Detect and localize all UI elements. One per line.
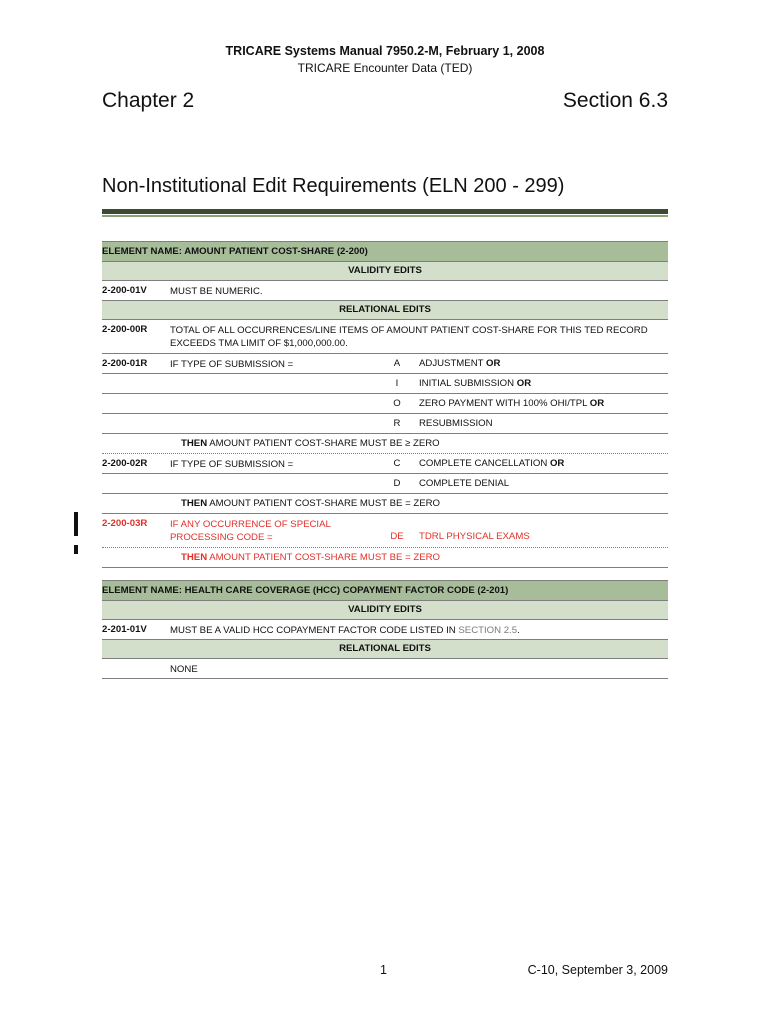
relational-edits-header: RELATIONAL EDITS: [102, 640, 668, 659]
edit-id: 2-200-01R: [102, 358, 148, 369]
edit-row: [102, 454, 668, 474]
relational-edits-header: RELATIONAL EDITS: [102, 301, 668, 320]
change-bar: [74, 512, 78, 536]
submission-code: D: [393, 478, 401, 489]
submission-desc: ADJUSTMENT OR: [419, 358, 501, 369]
section-label: Section 6.3: [562, 89, 668, 112]
option-row: [102, 394, 668, 414]
submission-code: C: [393, 458, 401, 469]
title-rule-accent: [102, 215, 668, 217]
manual-subtitle: TRICARE Encounter Data (TED): [297, 61, 473, 75]
edit-row-changed: [102, 514, 668, 548]
edit-row: [102, 354, 668, 374]
then-row: [102, 434, 668, 454]
page-number: 1: [380, 963, 387, 977]
change-label: C-10, September 3, 2009: [527, 963, 668, 977]
element-name: ELEMENT NAME: HEALTH CARE COVERAGE (HCC) COPAYMENT FACTOR CODE (2-201): [102, 585, 509, 596]
special-processing-desc: TDRL PHYSICAL EXAMS: [419, 531, 530, 542]
page-title: Non-Institutional Edit Requirements (ELN 200 - 299): [102, 175, 565, 197]
option-row: [102, 474, 668, 494]
edit-row: [102, 320, 668, 354]
submission-desc: RESUBMISSION: [419, 418, 493, 429]
then-clause: THEN AMOUNT PATIENT COST-SHARE MUST BE ≥ ZERO: [181, 438, 440, 449]
validity-edits-header: VALIDITY EDITS: [102, 262, 668, 281]
option-row: [102, 414, 668, 434]
element-name: ELEMENT NAME: AMOUNT PATIENT COST-SHARE (2-200): [102, 246, 368, 257]
edit-id: 2-201-01V: [102, 624, 147, 635]
change-bar: [74, 545, 78, 554]
element-table-2-201: [102, 580, 668, 679]
edit-row: [102, 281, 668, 301]
section-link[interactable]: SECTION 2.5: [458, 625, 518, 636]
edit-text: IF TYPE OF SUBMISSION =: [170, 359, 294, 370]
edit-id: 2-200-01V: [102, 285, 147, 296]
submission-code: O: [393, 398, 401, 409]
submission-desc: COMPLETE DENIAL: [419, 478, 510, 489]
submission-desc: INITIAL SUBMISSION OR: [419, 378, 532, 389]
edit-row: [102, 620, 668, 640]
edit-id: 2-200-02R: [102, 458, 148, 469]
chapter-label: Chapter 2: [102, 89, 195, 112]
element-header: [102, 241, 668, 262]
edit-row: [102, 659, 668, 679]
edit-text: MUST BE NUMERIC.: [170, 286, 263, 297]
element-header: [102, 580, 668, 601]
title-rule: [102, 209, 668, 214]
then-row: [102, 494, 668, 514]
manual-title: TRICARE Systems Manual 7950.2-M, February 1, 2008: [225, 44, 545, 58]
validity-edits-header: VALIDITY EDITS: [102, 601, 668, 620]
then-clause: THEN AMOUNT PATIENT COST-SHARE MUST BE = ZERO: [181, 552, 440, 563]
then-row-changed: [102, 548, 668, 568]
submission-code: R: [393, 418, 401, 429]
edit-text: IF TYPE OF SUBMISSION =: [170, 459, 294, 470]
option-row: [102, 374, 668, 394]
element-table-2-200: [102, 241, 668, 568]
submission-desc: ZERO PAYMENT WITH 100% OHI/TPL OR: [419, 398, 605, 409]
submission-desc: COMPLETE CANCELLATION OR: [419, 458, 565, 469]
submission-code: I: [395, 378, 399, 389]
then-clause: THEN AMOUNT PATIENT COST-SHARE MUST BE = ZERO: [181, 498, 440, 509]
edit-id: 2-200-00R: [102, 324, 148, 335]
edit-text: MUST BE A VALID HCC COPAYMENT FACTOR CODE LISTED IN SECTION 2.5.: [170, 625, 520, 636]
edit-text: TOTAL OF ALL OCCURRENCES/LINE ITEMS OF AMOUNT PATIENT COST-SHARE FOR THIS TED RECORD EXCEEDS TMA LIMIT OF $1,000,000.00.: [170, 325, 648, 349]
edit-id: 2-200-03R: [102, 518, 148, 529]
submission-code: A: [393, 358, 401, 369]
edit-text: NONE: [170, 664, 198, 675]
edit-text: IF ANY OCCURRENCE OF SPECIAL PROCESSING CODE =: [170, 519, 331, 543]
special-processing-code: DE: [390, 531, 404, 542]
